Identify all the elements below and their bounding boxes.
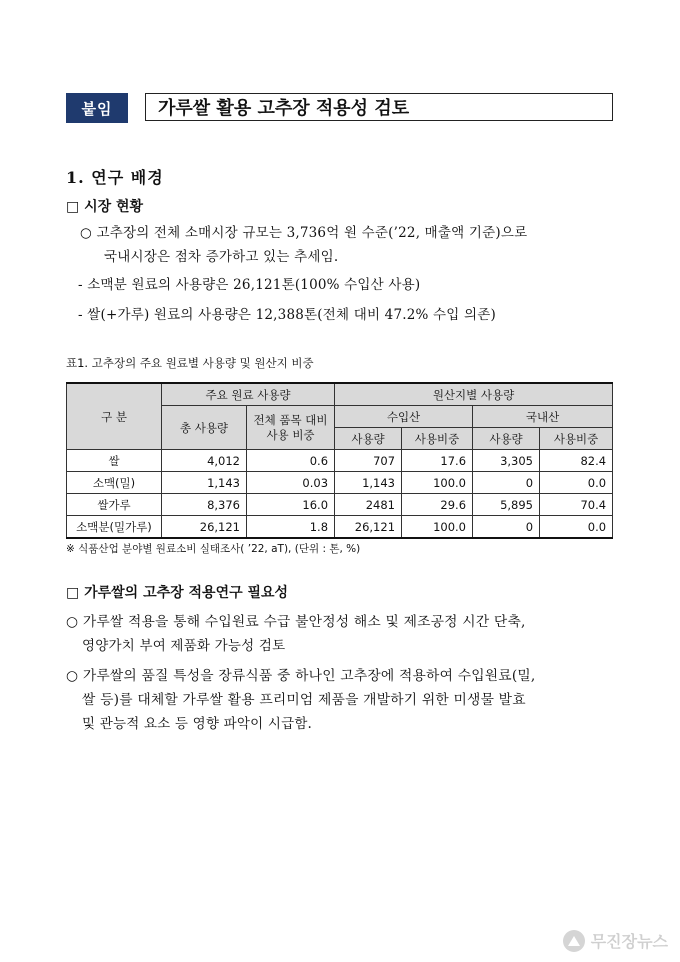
row-label: 소맥분(밀가루) [67, 516, 162, 539]
cell-import-share: 17.6 [402, 450, 473, 472]
col-import-share: 사용비중 [402, 428, 473, 450]
group-origin-usage: 원산지별 사용량 [335, 383, 613, 406]
attachment-tag: 붙임 [66, 93, 128, 123]
table-caption: 표1. 고추장의 주요 원료별 사용량 및 원산지 비중 [66, 356, 314, 370]
group-main-usage: 주요 원료 사용량 [162, 383, 335, 406]
cell-domestic-amount: 5,895 [473, 494, 540, 516]
cell-import-share: 100.0 [402, 472, 473, 494]
dash-line: - 쌀(+가루) 원료의 사용량은 12,388톤(전체 대비 47.2% 수입 의존) [78, 307, 496, 323]
table-row [67, 494, 613, 516]
col-category: 구 분 [67, 383, 162, 450]
table-row [67, 450, 613, 472]
bullet-line-cont: 쌀 등)를 대체할 가루쌀 활용 프리미엄 제품을 개발하기 위한 미생물 발효 [82, 692, 526, 708]
cell-domestic-amount: 0 [473, 472, 540, 494]
cell-domestic-share: 0.0 [540, 516, 613, 539]
watermark-text: 무진장뉴스 [590, 932, 668, 951]
table-row [67, 516, 613, 539]
row-label: 쌀가루 [67, 494, 162, 516]
dash-line: - 소맥분 원료의 사용량은 26,121톤(100% 수입산 사용) [78, 277, 421, 293]
cell-domestic-share: 0.0 [540, 472, 613, 494]
bullet-line: ○ 고추장의 전체 소매시장 규모는 3,736억 원 수준(’22, 매출액 기준)으로 [80, 225, 528, 241]
col-domestic: 국내산 [473, 406, 613, 428]
cell-domestic-amount: 0 [473, 516, 540, 539]
table-source-note: ※ 식품산업 분야별 원료소비 실태조사( ’22, aT), (단위 : 톤, %) [66, 543, 361, 555]
cell-import-amount: 1,143 [335, 472, 402, 494]
section-heading: 1. 연구 배경 [66, 168, 164, 187]
subsection-necessity: □ 가루쌀의 고추장 적용연구 필요성 [66, 585, 289, 601]
cell-total: 4,012 [162, 450, 247, 472]
bullet-line-cont: 국내시장은 점차 증가하고 있는 추세임. [104, 249, 339, 265]
bullet-line-cont: 및 관능적 요소 등 영향 파악이 시급함. [82, 716, 313, 732]
cell-ratio: 1.8 [247, 516, 335, 539]
col-import: 수입산 [335, 406, 473, 428]
cell-import-amount: 26,121 [335, 516, 402, 539]
row-label: 쌀 [67, 450, 162, 472]
table-row [67, 472, 613, 494]
row-label: 소맥(밀) [67, 472, 162, 494]
watermark-logo [563, 929, 668, 952]
col-domestic-share: 사용비중 [540, 428, 613, 450]
cell-domestic-amount: 3,305 [473, 450, 540, 472]
document-title: 가루쌀 활용 고추장 적용성 검토 [145, 93, 613, 121]
cell-total: 26,121 [162, 516, 247, 539]
usage-table [66, 382, 613, 539]
mountain-icon [563, 930, 585, 952]
subsection-market-status: □ 시장 현황 [66, 199, 144, 215]
cell-total: 8,376 [162, 494, 247, 516]
cell-import-share: 29.6 [402, 494, 473, 516]
cell-ratio: 16.0 [247, 494, 335, 516]
cell-total: 1,143 [162, 472, 247, 494]
col-ratio: 전체 품목 대비 사용 비중 [247, 406, 335, 450]
cell-import-amount: 707 [335, 450, 402, 472]
cell-domestic-share: 70.4 [540, 494, 613, 516]
col-domestic-amount: 사용량 [473, 428, 540, 450]
col-total: 총 사용량 [162, 406, 247, 450]
bullet-line-cont: 영양가치 부여 제품화 가능성 검토 [82, 638, 286, 654]
cell-import-share: 100.0 [402, 516, 473, 539]
cell-ratio: 0.6 [247, 450, 335, 472]
col-import-amount: 사용량 [335, 428, 402, 450]
bullet-line: ○ 가루쌀의 품질 특성을 장류식품 중 하나인 고추장에 적용하여 수입원료(밀, [66, 668, 536, 684]
cell-import-amount: 2481 [335, 494, 402, 516]
cell-ratio: 0.03 [247, 472, 335, 494]
bullet-line: ○ 가루쌀 적용을 통해 수입원료 수급 불안정성 해소 및 제조공정 시간 단축, [66, 614, 526, 630]
cell-domestic-share: 82.4 [540, 450, 613, 472]
